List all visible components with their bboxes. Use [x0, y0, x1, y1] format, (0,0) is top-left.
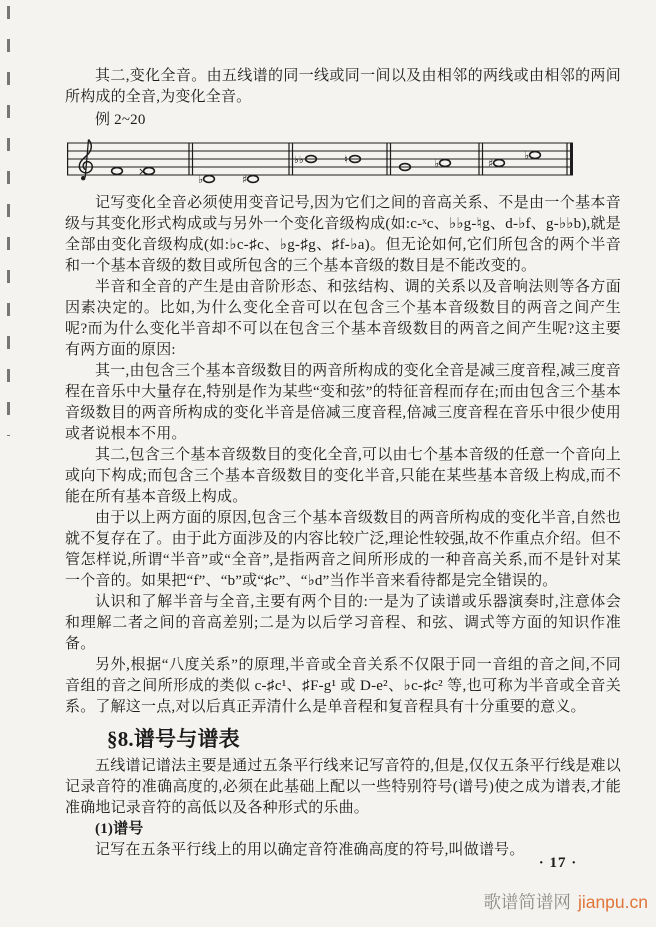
- accidental-natural-icon: ♮: [344, 153, 349, 166]
- music-staff-example: [67, 137, 621, 185]
- content-column: [65, 66, 621, 861]
- paragraph: 记写在五条平行线上的用以确定音符准确高度的符号,叫做谱号。: [95, 842, 525, 858]
- watermark-site-url: jianpu.cn: [577, 892, 648, 912]
- binding-marks: [7, 6, 10, 436]
- paragraph: 其一,由包含三个基本音级数目的两音所构成的变化全音是减三度音程,减三度音程在音乐中大量存在,特别是作为某些“变和弦”的特征音程而存在;而由包含三个基本音级数目的两音所构成的变化半音是倍减三度音程,倍减三度音程在音乐中很少使用或者说根本不用。: [65, 363, 621, 442]
- paragraph: 另外,根据“八度关系”的原理,半音或全音关系不仅限于同一音组的音之间,不同音组的音之间所形成的类似 c-♯c¹、♯F-g¹ 或 D-e²、♭c-♯c² 等,也可称为半音或全音关系。了解这一点,对以后真正弄清什么是单音程和复音程具有十分重要的意义。: [65, 657, 621, 715]
- section-heading: §8.谱号与谱表: [107, 727, 240, 751]
- paragraph: 其二,变化全音。由五线谱的同一线或同一间以及由相邻的两线或由相邻的两间所构成的全音,为变化全音。: [65, 68, 621, 105]
- paragraph: 其二,包含三个基本音级数目的变化全音,可以由七个基本音级的任意一个音向上或向下构成;而包含三个基本音级数目的变化半音,只能在某些基本音级上构成,而不能在所有基本音级上构成。: [65, 447, 621, 505]
- accidental-sharp-icon: ♯: [242, 173, 248, 185]
- sub-heading: (1)谱号: [95, 821, 144, 837]
- watermark: [483, 889, 648, 914]
- accidental-flat-icon: ♭: [198, 173, 204, 185]
- example-label: 例 2~20: [95, 112, 146, 128]
- paragraph: 记写变化全音必须使用变音记号,因为它们之间的音高关系、不是由一个基本音级与其变化形式构成或与另外一个变化音级构成(如:c-ˣc、♭♭g-♮g、d-♭f、g-♭♭b),就是全部由变化音级构成(如:♭c-♯c、♭g-♯g、♯f-♭a)。但无论如何,它们所包含的两个半音和一个基本音级的数目或所包含的三个基本音级的数目是不能改变的。: [65, 195, 621, 274]
- accidental-double-flat-icon: ♭♭: [294, 155, 304, 166]
- paragraph: 由于以上两方面的原因,包含三个基本音级数目的两音所构成的变化半音,自然也就不复存在了。由于此方面涉及的内容比较广泛,理论性较强,故不作重点介绍。但不管怎样说,所谓“半音”或“全音”,是指两音之间所形成的一种音高关系,而不是针对某一个音的。如果把“f”、“b”或“♯c”、“♭d”当作半音来看待都是完全错误的。: [65, 510, 621, 589]
- watermark-site-name: 歌谱简谱网: [483, 892, 571, 912]
- paragraph: 认识和了解半音与全音,主要有两个目的:一是为了读谱或乐器演奏时,注意体会和理解二者之间的音高差别;二是为以后学习音程、和弦、调式等方面的知识作准备。: [65, 594, 621, 652]
- page-number-text: · 17 ·: [538, 855, 578, 871]
- paragraph: 半音和全音的产生是由音阶形态、和弦结构、调的关系以及音响法则等各方面因素决定的。比如,为什么变化全音可以在包含三个基本音级数目的两音之间产生呢?而为什么变化半音却不可以在包含三个基本音级数目的两音之间产生呢?这主要有两方面的原因:: [65, 279, 621, 358]
- accidental-sharp-icon: ♯: [488, 157, 494, 170]
- page-number: [516, 855, 600, 872]
- whole-note: [294, 155, 316, 166]
- whole-note: [112, 168, 123, 175]
- paragraph: 五线谱记谱法主要是通过五条平行线来记写音符的,但是,仅仅五条平行线是难以记录音符的准确高度的,必须在此基础上配以一些特别符号(谱号)使之成为谱表,才能准确地记录音符的高低以及各种形式的乐曲。: [65, 758, 621, 816]
- accidental-double-sharp-icon: ×: [138, 165, 148, 178]
- accidental-flat-icon: ♭: [434, 157, 440, 170]
- accidental-flat-icon: ♭: [524, 149, 530, 162]
- treble-clef-icon: [79, 140, 92, 181]
